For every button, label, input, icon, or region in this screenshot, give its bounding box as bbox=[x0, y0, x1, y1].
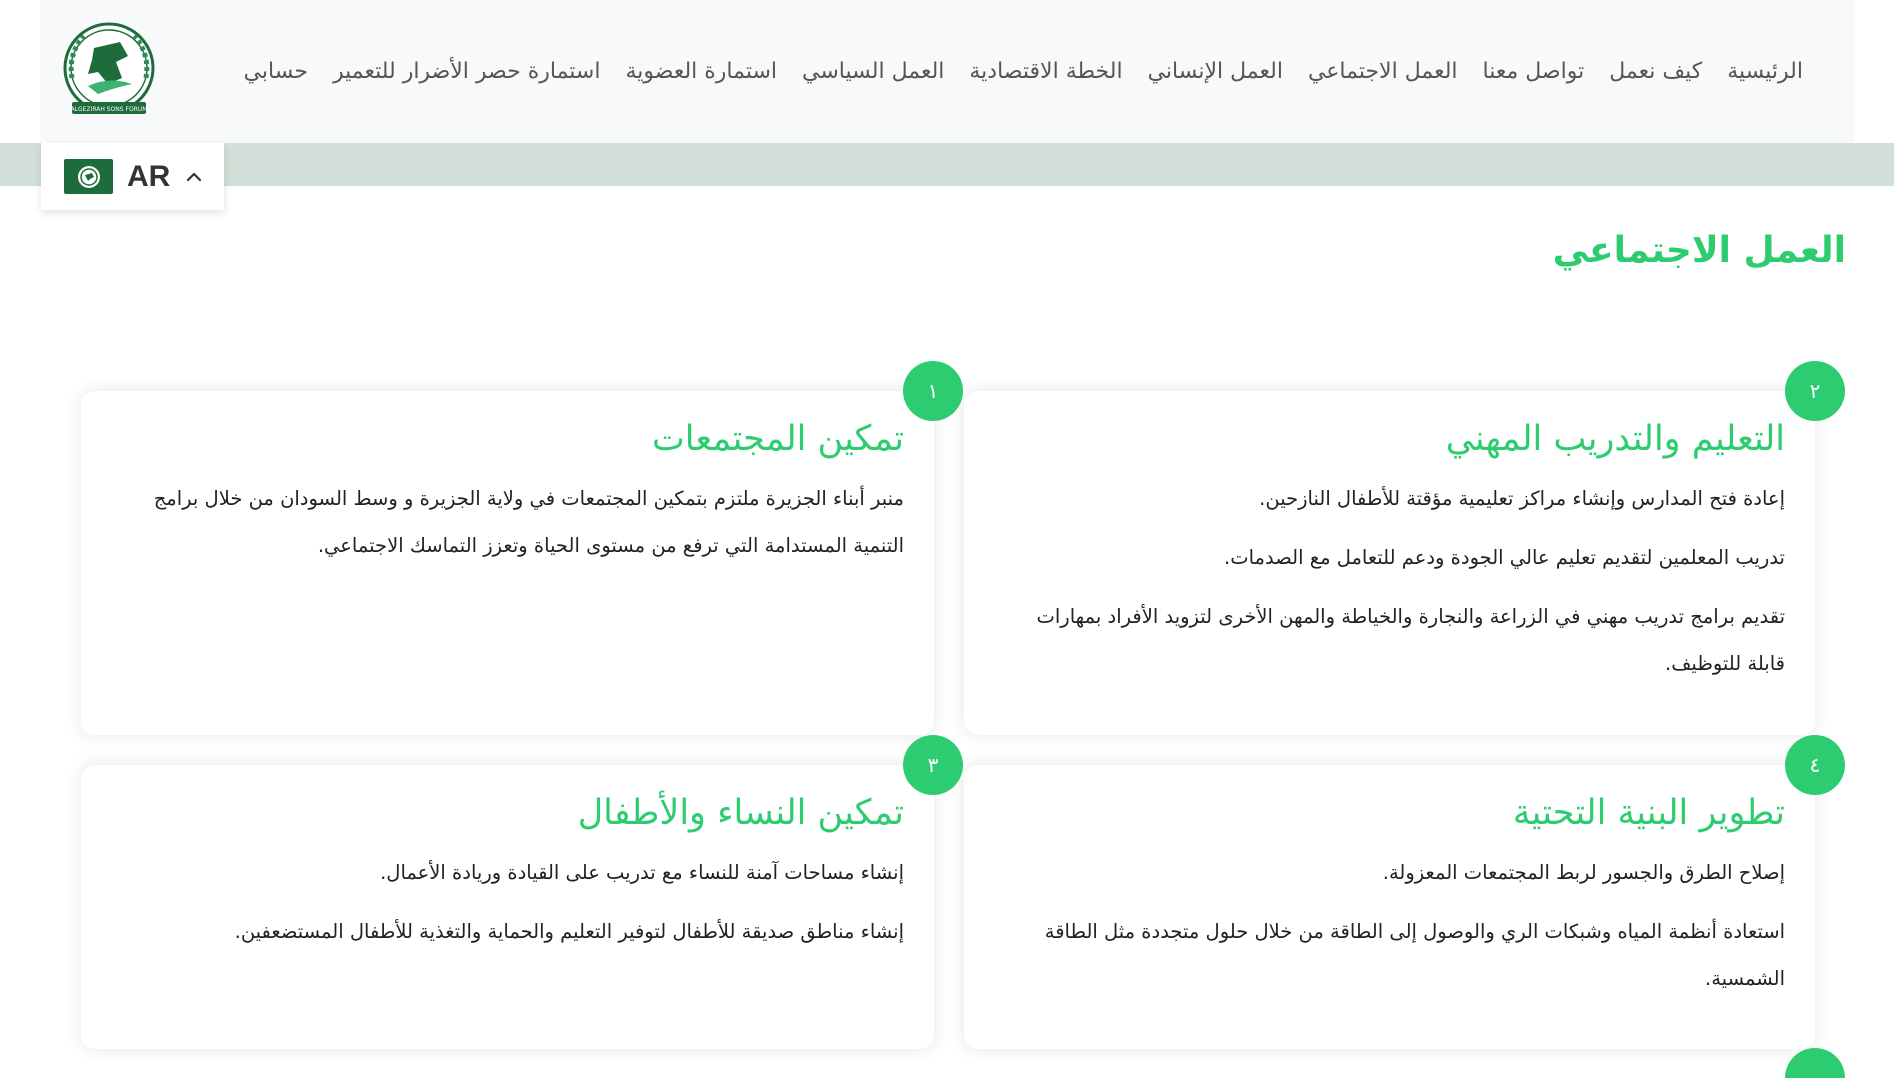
nav-link-humanitarian-work[interactable]: العمل الإنساني bbox=[1147, 59, 1283, 84]
nav-links bbox=[244, 0, 1803, 143]
nav-link-damage-survey-form[interactable]: استمارة حصر الأضرار للتعمير bbox=[332, 59, 601, 84]
card-body bbox=[111, 475, 904, 569]
nav-link-economic-plan[interactable]: الخطة الاقتصادية bbox=[969, 59, 1123, 84]
card-body bbox=[994, 475, 1785, 687]
nav-link-my-account[interactable]: حسابي bbox=[243, 59, 308, 84]
card-community-empowerment bbox=[81, 391, 934, 735]
site-logo[interactable] bbox=[58, 18, 160, 123]
card-paragraph: إنشاء مساحات آمنة للنساء مع تدريب على القيادة وريادة الأعمال. bbox=[380, 861, 904, 884]
nav-link-home[interactable]: الرئيسية bbox=[1727, 59, 1803, 84]
card-paragraph: تقديم برامج تدريب مهني في الزراعة والنجارة والخياطة والمهن الأخرى لتزويد الأفراد بمهارات قابلة للتوظيف. bbox=[1036, 605, 1785, 675]
card-number-badge: ٤ bbox=[1785, 735, 1845, 795]
navbar bbox=[40, 0, 1855, 143]
language-flag-icon bbox=[64, 159, 113, 194]
page-title: العمل الاجتماعي bbox=[1552, 230, 1846, 271]
nav-link-political-work[interactable]: العمل السياسي bbox=[802, 59, 945, 84]
card-infrastructure bbox=[964, 765, 1815, 1049]
nav-link-membership-form[interactable]: استمارة العضوية bbox=[625, 59, 778, 84]
nav-link-contact-us[interactable]: تواصل معنا bbox=[1482, 59, 1585, 84]
nav-link-social-work[interactable]: العمل الاجتماعي bbox=[1307, 59, 1458, 84]
next-card-badge bbox=[1785, 1048, 1845, 1078]
card-body bbox=[111, 849, 904, 955]
card-number-badge: ٣ bbox=[903, 735, 963, 795]
language-switcher[interactable] bbox=[41, 143, 224, 210]
card-title: التعليم والتدريب المهني bbox=[1445, 419, 1785, 459]
nav-link-how-we-work[interactable]: كيف نعمل bbox=[1609, 59, 1703, 84]
card-paragraph: استعادة أنظمة المياه وشبكات الري والوصول إلى الطاقة من خلال حلول متجددة مثل الطاقة الشمسية. bbox=[1044, 920, 1785, 990]
card-title: تطوير البنية التحتية bbox=[1512, 793, 1785, 833]
card-number-badge: ٢ bbox=[1785, 361, 1845, 421]
card-paragraph: إعادة فتح المدارس وإنشاء مراكز تعليمية مؤقتة للأطفال النازحين. bbox=[1259, 487, 1785, 510]
card-number-badge: ١ bbox=[903, 361, 963, 421]
card-paragraph: إصلاح الطرق والجسور لربط المجتمعات المعزولة. bbox=[1382, 861, 1785, 884]
svg-text:ALGEZIRAH SONS FORUM: ALGEZIRAH SONS FORUM bbox=[70, 106, 148, 113]
card-education bbox=[964, 391, 1815, 735]
chevron-up-icon bbox=[184, 167, 204, 187]
card-paragraph: إنشاء مناطق صديقة للأطفال لتوفير التعليم والحماية والتغذية للأطفال المستضعفين. bbox=[234, 920, 904, 943]
card-women-children bbox=[81, 765, 934, 1049]
language-code: AR bbox=[127, 159, 171, 193]
card-paragraph: منبر أبناء الجزيرة ملتزم بتمكين المجتمعات في ولاية الجزيرة و وسط السودان من خلال برامج التنمية المستدامة التي ترفع من مستوى الحياة وتعزز التماسك الاجتماعي. bbox=[153, 487, 904, 557]
card-title: تمكين المجتمعات bbox=[651, 419, 904, 459]
card-paragraph: تدريب المعلمين لتقديم تعليم عالي الجودة ودعم للتعامل مع الصدمات. bbox=[1224, 546, 1785, 569]
header-band bbox=[0, 143, 1894, 186]
card-body bbox=[994, 849, 1785, 1002]
card-title: تمكين النساء والأطفال bbox=[577, 793, 904, 833]
